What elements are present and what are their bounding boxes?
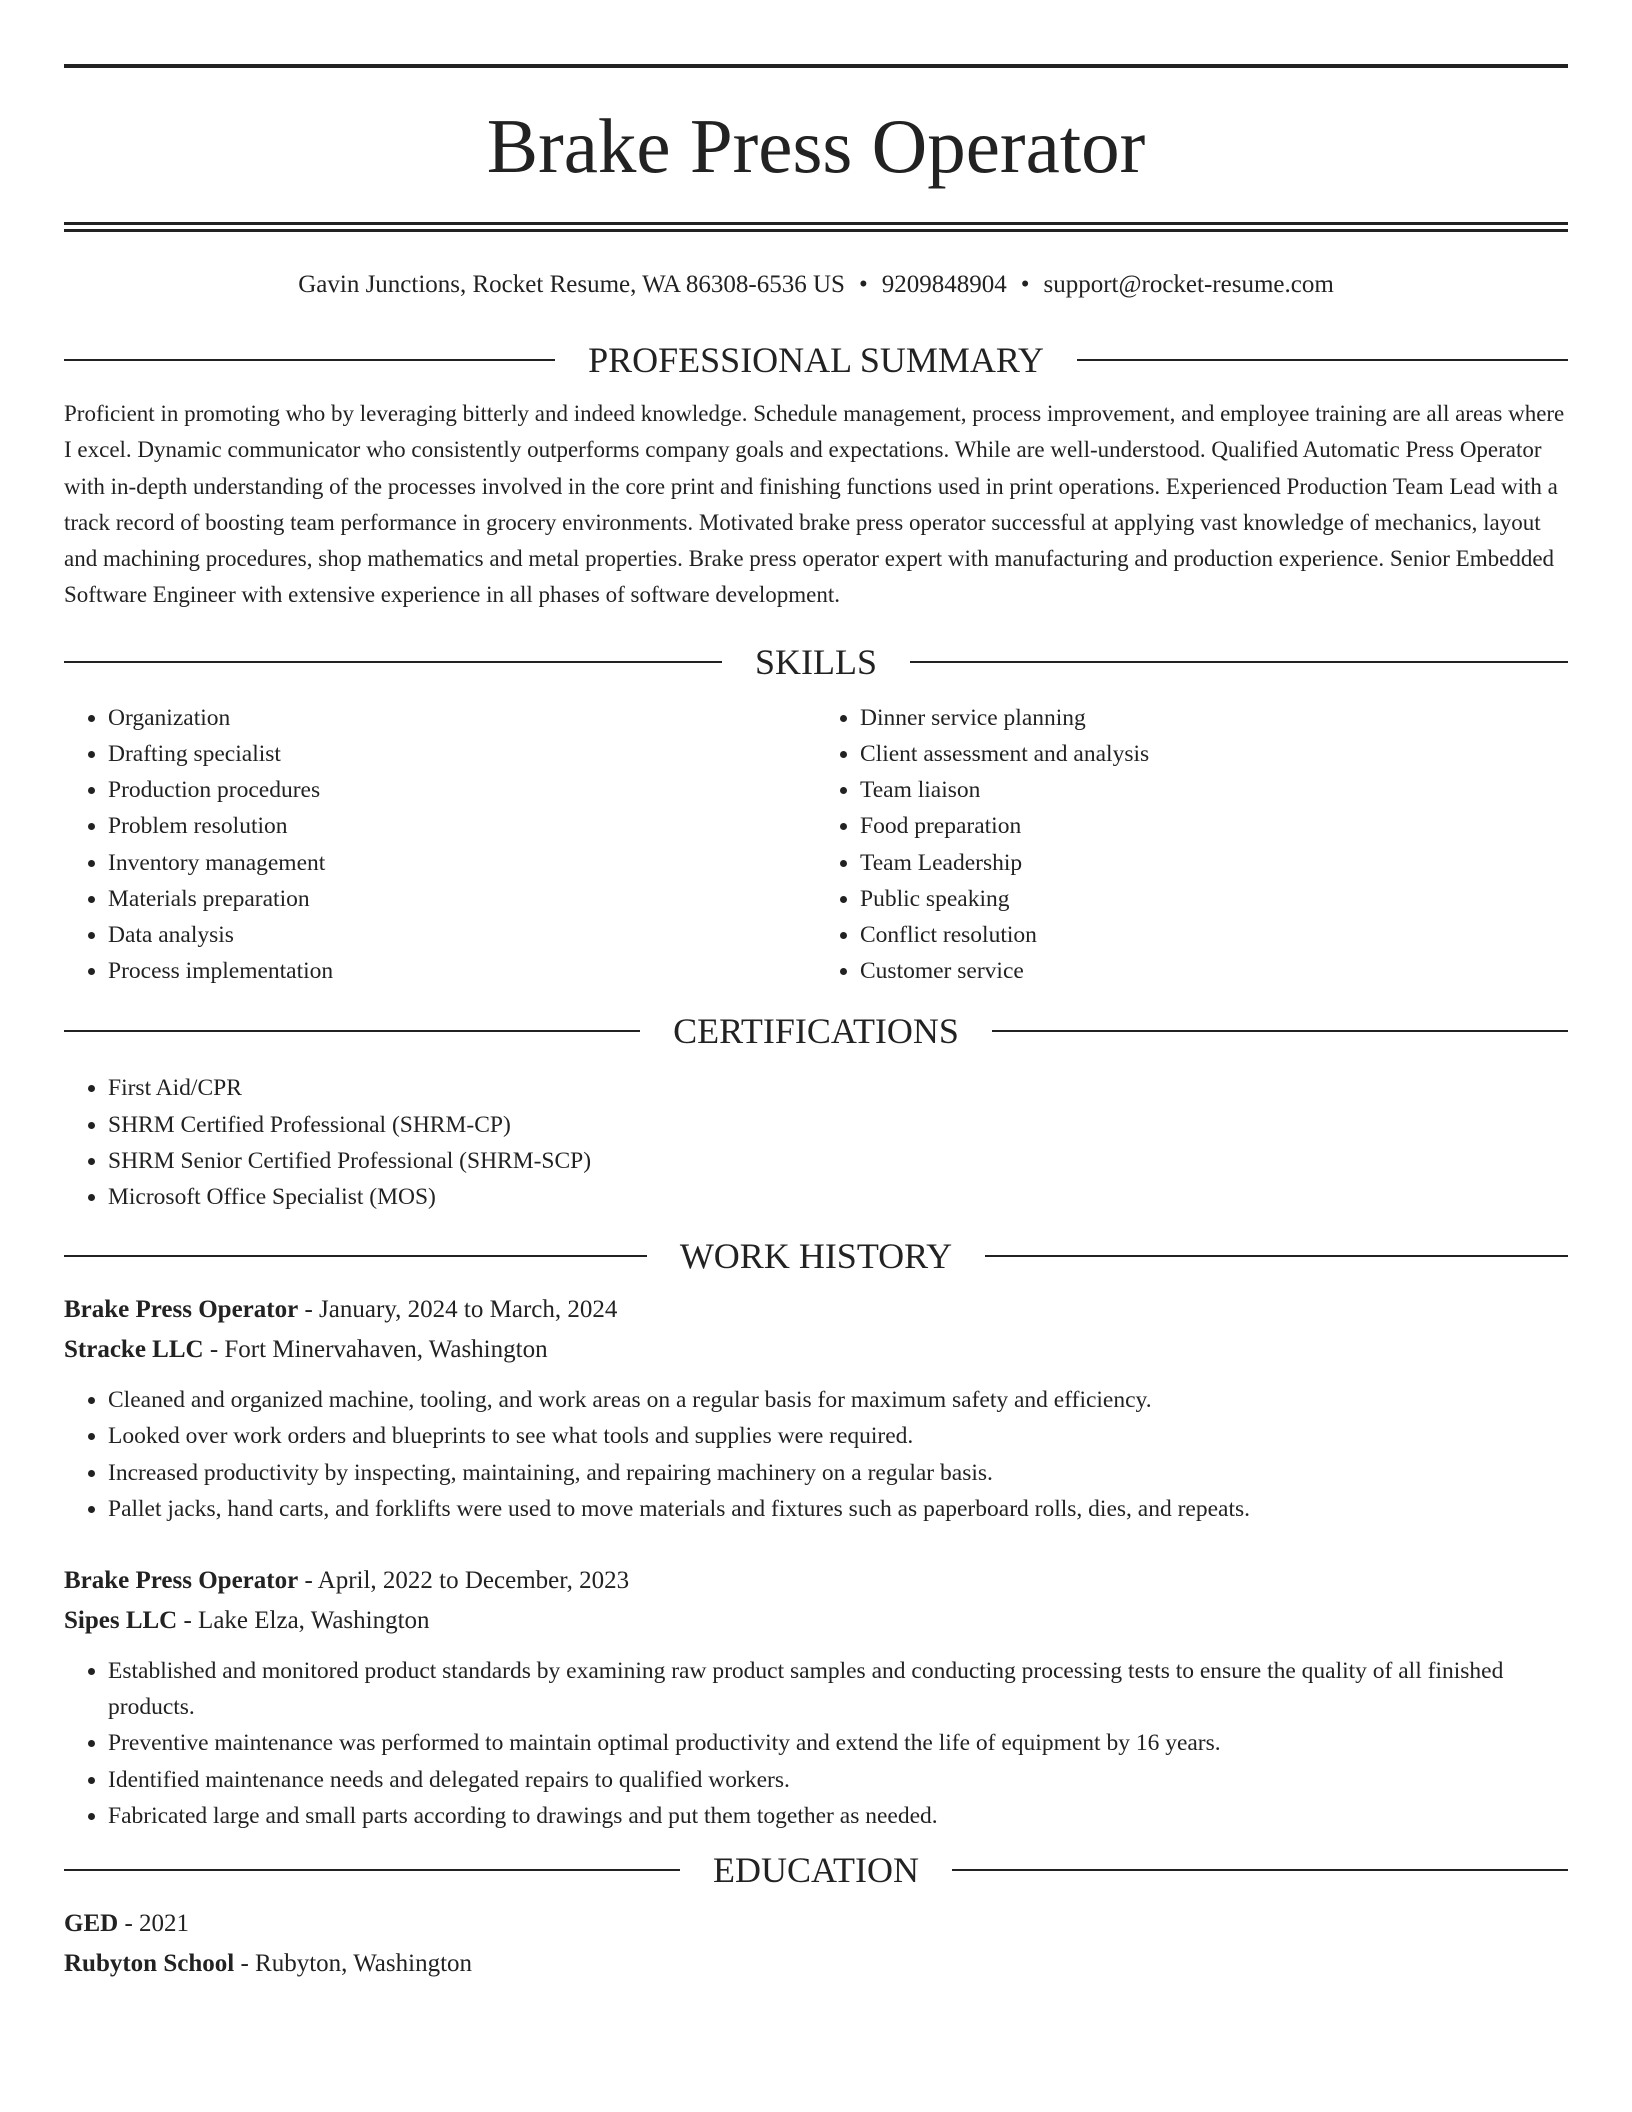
job-company-line: [64, 1330, 1568, 1370]
job-bullet: • Established and monitored product standards by examining raw product samples and conducting processing tests to ensure the quality of all finished products.: [108, 1653, 1568, 1725]
work-section-heading: [64, 1234, 1568, 1278]
job-entry: [64, 1561, 1568, 1834]
contact-separator: •: [1020, 271, 1030, 298]
education-entry: [64, 1904, 1568, 1984]
skill-item: • Customer service: [860, 953, 1568, 989]
skill-item: • Inventory management: [108, 845, 816, 881]
contact-phone: 9209848904: [881, 271, 1007, 298]
job-bullet: • Increased productivity by inspecting, maintaining, and repairing machinery on a regular basis.: [108, 1455, 1568, 1491]
job-company: Sipes LLC: [64, 1607, 178, 1635]
top-rule: [64, 64, 1568, 68]
work-heading: WORK HISTORY: [679, 1236, 953, 1277]
skill-item: • Dinner service planning: [860, 700, 1568, 736]
education-year: - 2021: [118, 1910, 190, 1938]
contact-line: [64, 268, 1568, 302]
skill-item: • Drafting specialist: [108, 736, 816, 772]
job-dates: - January, 2024 to March, 2024: [298, 1296, 618, 1324]
heading-rule: [992, 1030, 1568, 1032]
job-title: Brake Press Operator: [64, 1567, 299, 1595]
job-bullets: [64, 1382, 1568, 1527]
contact-address: Gavin Junctions, Rocket Resume, WA 86308-6536 US: [298, 271, 845, 298]
job-bullet: • Fabricated large and small parts according to drawings and put them together as needed.: [108, 1798, 1568, 1834]
name-double-rule: [64, 222, 1568, 232]
certification-item: • First Aid/CPR: [108, 1070, 1568, 1106]
skill-item: • Conflict resolution: [860, 917, 1568, 953]
heading-rule: [64, 359, 555, 361]
education-school-line: [64, 1944, 1568, 1984]
heading-rule: [910, 661, 1568, 663]
heading-rule: [985, 1255, 1568, 1257]
job-bullet: • Preventive maintenance was performed to maintain optimal productivity and extend the life of equipment by 16 years.: [108, 1725, 1568, 1761]
skill-item: • Materials preparation: [108, 881, 816, 917]
job-location: - Lake Elza, Washington: [177, 1607, 430, 1635]
job-company: Stracke LLC: [64, 1336, 204, 1364]
skill-item: • Public speaking: [860, 881, 1568, 917]
heading-rule: [64, 1255, 647, 1257]
job-dates: - April, 2022 to December, 2023: [298, 1567, 630, 1595]
certifications-section-heading: [64, 1009, 1568, 1053]
heading-rule: [64, 1030, 640, 1032]
skill-item: • Organization: [108, 700, 816, 736]
education-degree-line: [64, 1904, 1568, 1944]
job-title: Brake Press Operator: [64, 1296, 299, 1324]
job-title-line: [64, 1561, 1568, 1601]
summary-section-heading: [64, 338, 1568, 382]
job-company-line: [64, 1601, 1568, 1641]
certifications-heading: CERTIFICATIONS: [673, 1011, 959, 1052]
heading-rule: [1077, 359, 1568, 361]
skill-item: • Production procedures: [108, 772, 816, 808]
skills-section-heading: [64, 640, 1568, 684]
skills-list-right: [816, 700, 1568, 990]
job-entry: [64, 1290, 1568, 1527]
job-bullet: • Identified maintenance needs and delegated repairs to qualified workers.: [108, 1762, 1568, 1798]
skills-columns: [64, 700, 1568, 990]
skill-item: • Process implementation: [108, 953, 816, 989]
skills-heading: SKILLS: [755, 641, 878, 682]
resume-name: Brake Press Operator: [486, 103, 1146, 189]
education-degree: GED: [64, 1910, 119, 1938]
education-location: - Rubyton, Washington: [234, 1950, 473, 1978]
skill-item: • Problem resolution: [108, 808, 816, 844]
skill-item: • Data analysis: [108, 917, 816, 953]
skill-item: • Team Leadership: [860, 845, 1568, 881]
job-bullet: • Pallet jacks, hand carts, and forklifts were used to move materials and fixtures such as paperboard rolls, dies, and repeats.: [108, 1491, 1568, 1527]
certification-item: • SHRM Senior Certified Professional (SHRM-SCP): [108, 1143, 1568, 1179]
education-section-heading: [64, 1848, 1568, 1892]
certification-item: • SHRM Certified Professional (SHRM-CP): [108, 1107, 1568, 1143]
certification-item: • Microsoft Office Specialist (MOS): [108, 1179, 1568, 1215]
heading-rule: [64, 1869, 680, 1871]
certifications-list: [64, 1070, 1568, 1215]
job-title-line: [64, 1290, 1568, 1330]
heading-rule: [64, 661, 722, 663]
summary-heading: PROFESSIONAL SUMMARY: [588, 340, 1044, 380]
job-location: - Fort Minervahaven, Washington: [203, 1336, 548, 1364]
summary-text: Proficient in promoting who by leveraging bitterly and indeed knowledge. Schedule management, process improvement, and employee training are all areas where I excel. Dynamic communicator who consistently outperforms company goals and expectations. While are well-understood. Qualified Automatic Press Operator with in-depth understanding of the processes involved in the core print and finishing functions used in print operations. Experienced Production Team Lead with a track record of boosting team performance in grocery environments. Motivated brake press operator successful at applying vast knowledge of mechanics, layout and machining procedures, shop mathematics and metal properties. Brake press operator expert with manufacturing and production experience. Senior Embedded Software Engineer with extensive experience in all phases of software development.: [64, 401, 1565, 608]
skill-item: • Team liaison: [860, 772, 1568, 808]
job-bullet: • Looked over work orders and blueprints to see what tools and supplies were required.: [108, 1418, 1568, 1454]
skill-item: • Client assessment and analysis: [860, 736, 1568, 772]
contact-separator: •: [858, 271, 868, 298]
job-bullet: • Cleaned and organized machine, tooling, and work areas on a regular basis for maximum safety and efficiency.: [108, 1382, 1568, 1418]
skills-list-left: [64, 700, 816, 990]
education-heading: EDUCATION: [713, 1850, 919, 1891]
contact-email: support@rocket-resume.com: [1043, 271, 1334, 298]
job-bullets: [64, 1653, 1568, 1834]
education-school: Rubyton School: [64, 1950, 235, 1978]
heading-rule: [952, 1869, 1568, 1871]
skill-item: • Food preparation: [860, 808, 1568, 844]
